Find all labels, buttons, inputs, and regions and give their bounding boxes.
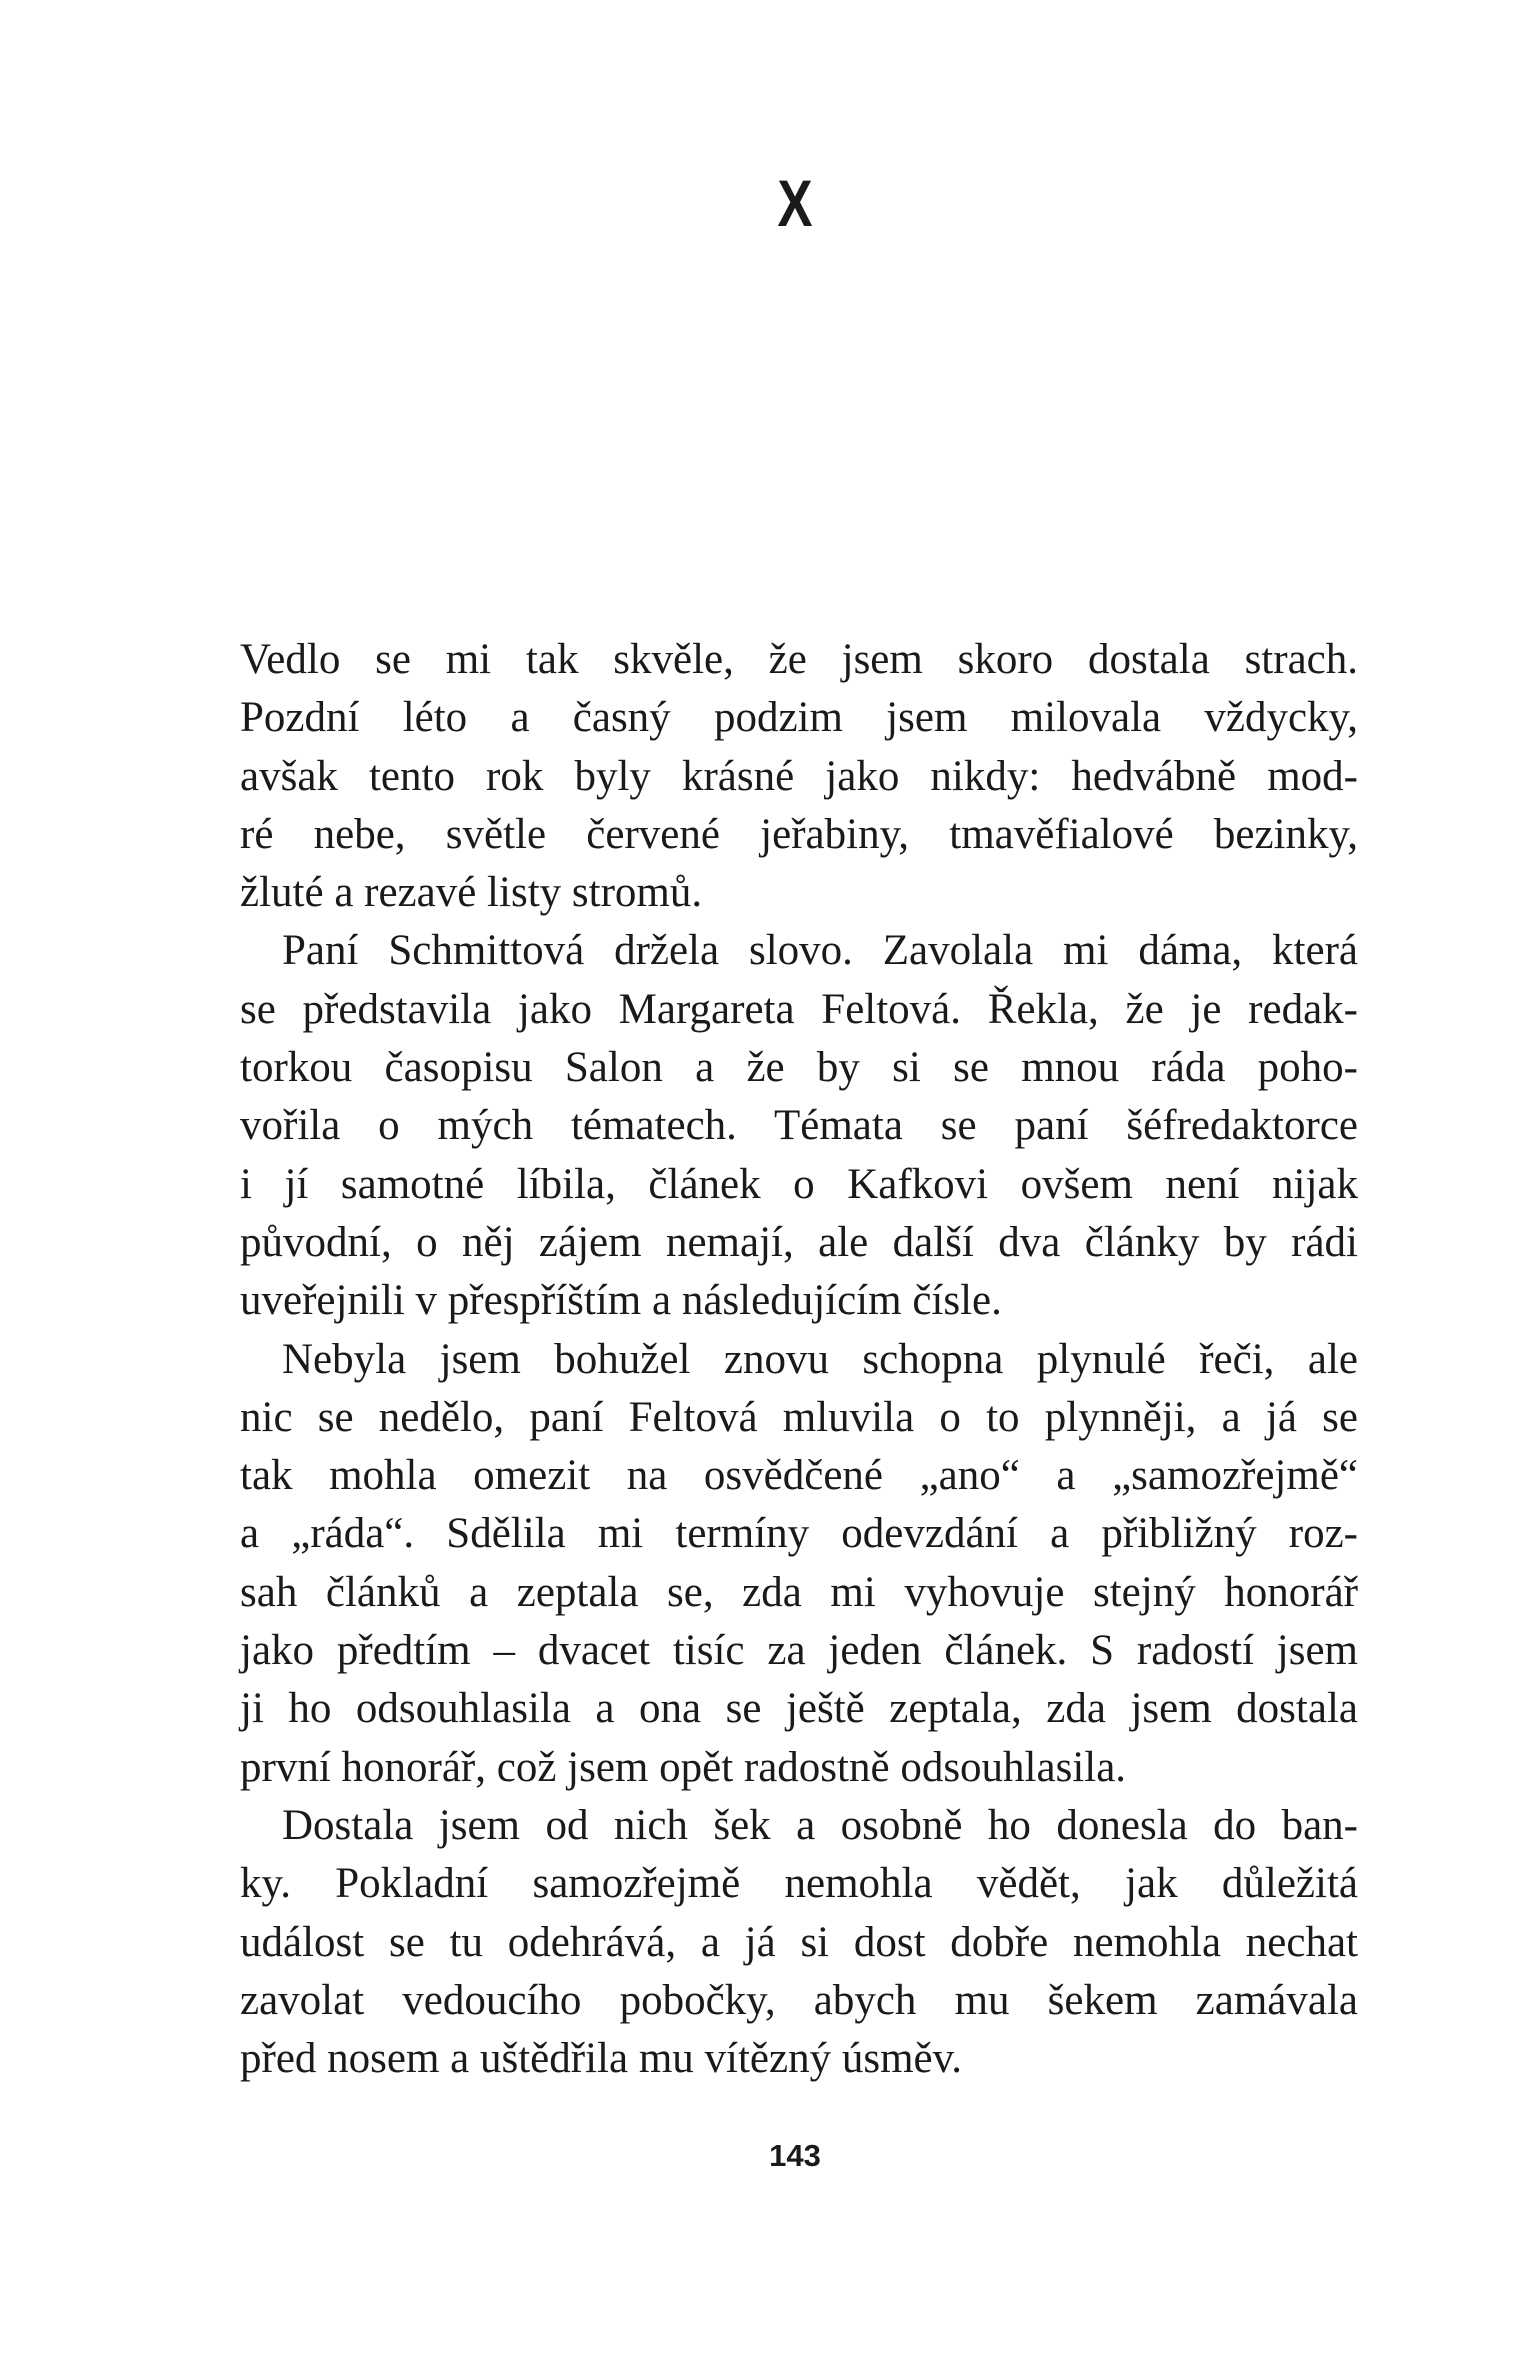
text-line: ré nebe, světle červené jeřabiny, tmavěfialové bezinky, — [240, 810, 1358, 858]
text-line: žluté a rezavé listy stromů. — [240, 869, 703, 917]
page-number: 143 — [769, 2138, 821, 2173]
paragraph — [240, 922, 1358, 1330]
text-line: tak mohla omezit na osvědčené „ano“ a „samozřejmě“ — [240, 1452, 1358, 1500]
text-line: a „ráda“. Sdělila mi termíny odevzdání a přibližný roz- — [240, 1510, 1358, 1558]
text-line: Paní Schmittová držela slovo. Zavolala mi dáma, která — [282, 927, 1358, 975]
text-line: Vedlo se mi tak skvěle, že jsem skoro dostala strach. — [240, 636, 1358, 683]
text-line: vořila o mých tématech. Témata se paní šéfredaktorce — [240, 1102, 1358, 1150]
text-line: Nebyla jsem bohužel znovu schopna plynulé řeči, ale — [282, 1335, 1358, 1383]
text-line: sah článků a zeptala se, zda mi vyhovuje stejný honorář — [240, 1568, 1358, 1616]
text-line: Pozdní léto a časný podzim jsem milovala vždycky, — [240, 694, 1358, 742]
text-line: torkou časopisu Salon a že by si se mnou ráda poho- — [240, 1044, 1358, 1092]
text-line: nic se nedělo, paní Feltová mluvila o to plynněji, a já se — [240, 1393, 1358, 1441]
text-line: událost se tu odehrává, a já si dost dobře nemohla nechat — [240, 1918, 1358, 1966]
body-text — [240, 631, 1358, 2088]
text-line: ky. Pokladní samozřejmě nemohla vědět, jak důležitá — [240, 1860, 1358, 1908]
text-line: ji ho odsouhlasila a ona se ještě zeptala, zda jsem dostala — [240, 1685, 1358, 1733]
paragraph — [240, 1797, 1358, 2088]
chapter-heading: X — [777, 166, 813, 240]
paragraph — [240, 631, 1358, 922]
text-line: Dostala jsem od nich šek a osobně ho donesla do ban- — [282, 1801, 1358, 1849]
text-line: avšak tento rok byly krásné jako nikdy: hedvábně mod- — [240, 752, 1358, 800]
paragraph — [240, 1331, 1358, 1797]
text-line: jako předtím – dvacet tisíc za jeden článek. S radostí jsem — [240, 1627, 1358, 1675]
text-line: uveřejnili v přespříštím a následujícím čísle. — [240, 1277, 1002, 1325]
text-line: se představila jako Margareta Feltová. Řekla, že je redak- — [240, 985, 1358, 1033]
text-line: první honorář, což jsem opět radostně odsouhlasila. — [240, 1743, 1127, 1791]
text-line: i jí samotné líbila, článek o Kafkovi ovšem není nijak — [240, 1160, 1358, 1208]
text-line: původní, o něj zájem nemají, ale další dva články by rádi — [240, 1218, 1358, 1266]
text-line: zavolat vedoucího pobočky, abych mu šekem zamávala — [240, 1976, 1358, 2024]
text-line: před nosem a uštědřila mu vítězný úsměv. — [240, 2035, 963, 2083]
